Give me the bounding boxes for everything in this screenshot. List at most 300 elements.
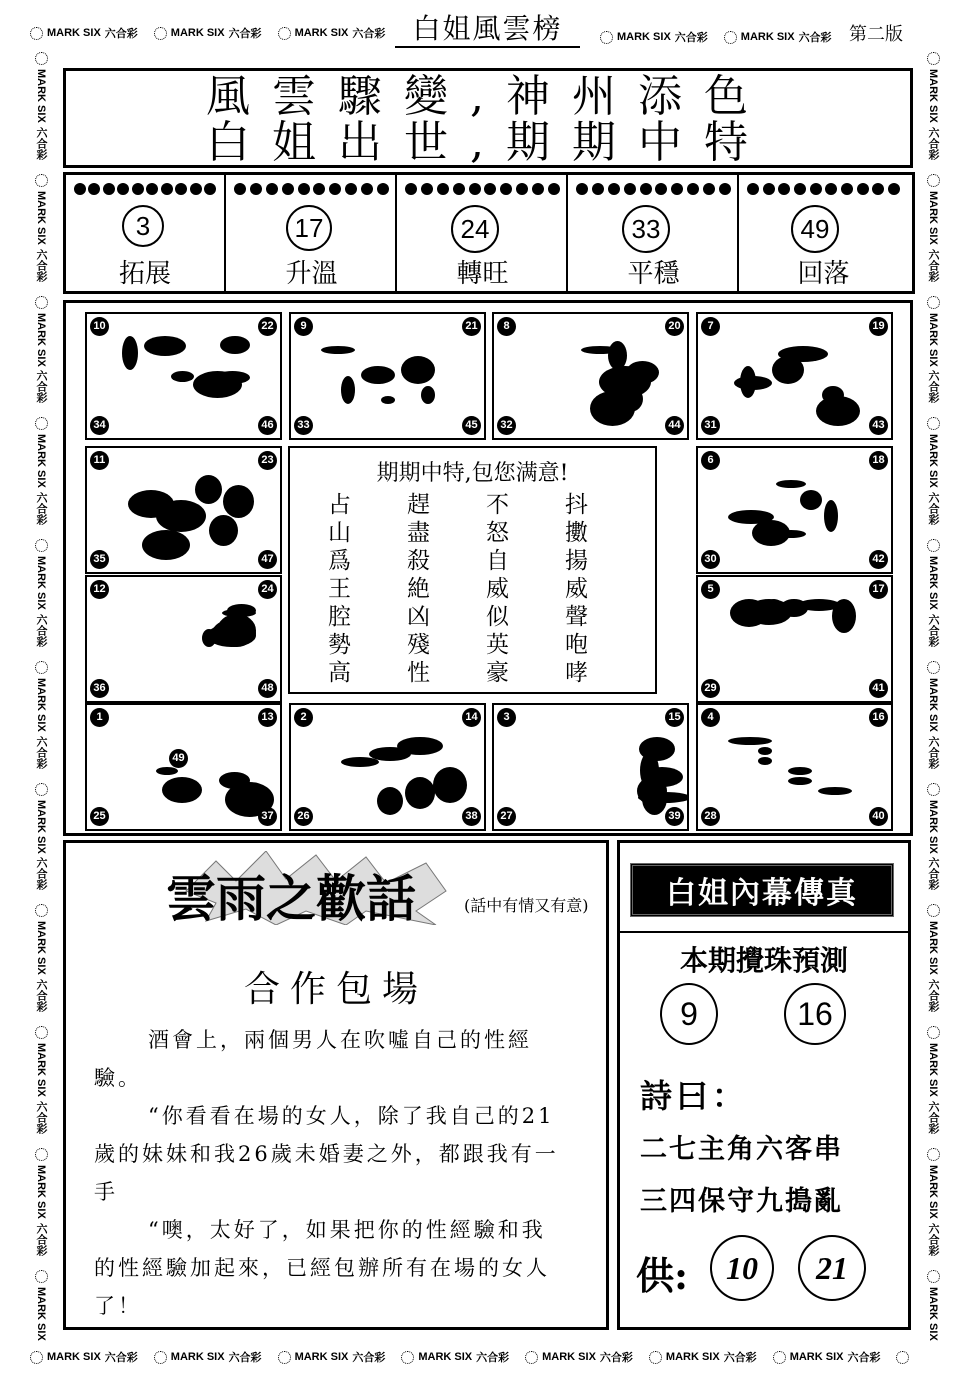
- number-word: 升溫: [285, 258, 338, 288]
- brand-mark: [33, 174, 49, 282]
- picture-number: 26: [294, 807, 313, 826]
- picture-number: 1: [90, 708, 109, 727]
- picture-number-extra: 49: [169, 749, 188, 768]
- picture-number: 40: [869, 807, 888, 826]
- supply-label: 供:: [636, 1253, 689, 1298]
- flower-icon: [35, 904, 48, 917]
- edition-label: 第二版: [849, 24, 903, 45]
- picture-number: 21: [462, 317, 481, 336]
- flower-icon: [927, 661, 940, 674]
- flower-icon: [35, 52, 48, 65]
- brand-text: MARK SIX: [927, 556, 939, 610]
- ink-shape: [341, 376, 355, 404]
- prediction-title: 本期攪珠預測: [679, 945, 848, 976]
- flower-icon: [927, 1270, 940, 1283]
- brand-mark: [154, 25, 262, 41]
- flower-icon: [773, 1351, 786, 1364]
- ink-shape: [776, 480, 806, 488]
- brand-text: MARK SIX: [927, 799, 939, 854]
- zodiac-picture: [696, 703, 893, 831]
- picture-number: 34: [90, 416, 109, 435]
- picture-number: 48: [258, 679, 277, 698]
- picture-number: 25: [90, 807, 109, 826]
- picture-number: 15: [665, 708, 684, 727]
- brand-text: MARK SIX: [927, 434, 939, 489]
- flower-icon: [927, 904, 940, 917]
- flower-icon: [35, 661, 48, 674]
- brand-text: MARK SIX: [35, 312, 47, 367]
- brand-text-cn: 六合彩: [35, 492, 47, 526]
- brand-mark: [278, 25, 386, 41]
- brand-text: MARK SIX: [35, 1286, 47, 1341]
- picture-number: 36: [90, 679, 109, 698]
- brand-text-cn: 六合彩: [927, 126, 939, 160]
- brand-text: MARK SIX: [927, 69, 939, 123]
- ink-shape: [824, 500, 838, 532]
- flower-icon: [154, 1351, 167, 1364]
- ink-shape: [377, 787, 403, 815]
- brand-mark: [30, 1349, 138, 1365]
- brand-mark: [278, 1349, 386, 1365]
- brand-text-cn: 六合彩: [35, 979, 47, 1013]
- picture-number: 9: [294, 317, 313, 336]
- number-cell: [66, 175, 224, 291]
- picture-number: 19: [869, 317, 888, 336]
- flower-icon: [154, 27, 167, 40]
- poem-line: 腔凶似聲: [328, 604, 644, 630]
- number-circle: 33: [622, 205, 670, 253]
- picture-number: 41: [869, 679, 888, 698]
- slogan-line-2: 白姐出世,期期中特: [206, 117, 770, 168]
- supply-number: 21: [798, 1235, 866, 1301]
- brand-text-cn: 六合彩: [927, 248, 939, 282]
- right-border-strip: [922, 52, 944, 1342]
- brand-mark: [33, 661, 49, 769]
- brand-mark: [925, 783, 941, 891]
- brand-text-cn: 六合彩: [674, 32, 708, 44]
- number-word: 回落: [797, 258, 850, 288]
- zodiac-picture: [289, 312, 486, 440]
- zodiac-picture: [696, 575, 893, 703]
- story-paragraph: 酒會上，兩個男人在吹噓自己的性經驗。: [94, 1028, 532, 1090]
- brand-text-cn: 六合彩: [927, 735, 939, 769]
- number-circle: 17: [286, 205, 332, 251]
- top-border-strip: [30, 22, 390, 44]
- brand-text: MARK SIX: [35, 799, 47, 854]
- ink-shape: [405, 777, 435, 809]
- flower-icon: [30, 1351, 43, 1364]
- brand-text-cn: 六合彩: [476, 1352, 510, 1364]
- poem-label: 詩曰：: [640, 1077, 749, 1115]
- brand-text-cn: 六合彩: [104, 28, 138, 40]
- brand-mark: [773, 1349, 881, 1365]
- flower-icon: [35, 1148, 48, 1161]
- brand-text-cn: 六合彩: [927, 1101, 939, 1135]
- flower-icon: [927, 1026, 940, 1039]
- ink-shape: [798, 599, 840, 611]
- flower-icon: [35, 783, 48, 796]
- brand-mark: [925, 296, 941, 404]
- brand-mark: [600, 29, 708, 45]
- ink-shape: [397, 737, 443, 755]
- picture-number: 20: [665, 317, 684, 336]
- ink-shape: [421, 386, 435, 404]
- brand-text: MARK SIX: [35, 69, 47, 123]
- brand-text: MARK SIX: [170, 27, 225, 39]
- picture-number: 37: [258, 807, 277, 826]
- number-cell: [224, 175, 397, 291]
- picture-number: 45: [462, 416, 481, 435]
- brand-mark: [154, 1349, 262, 1365]
- picture-number: 29: [701, 679, 720, 698]
- zodiac-picture: [696, 312, 893, 440]
- picture-number: 44: [665, 416, 684, 435]
- bottom-border-strip: [30, 1346, 910, 1368]
- brand-text: MARK SIX: [47, 1351, 101, 1363]
- brand-text: MARK SIX: [418, 1351, 473, 1363]
- story-banner-note: (話中有情又有意): [464, 896, 589, 915]
- brand-text-cn: 六合彩: [927, 492, 939, 526]
- brand-text: MARK SIX: [789, 1351, 844, 1363]
- picture-number: 3: [497, 708, 516, 727]
- flower-icon: [927, 417, 940, 430]
- picture-number: 8: [497, 317, 516, 336]
- brand-mark: [925, 417, 941, 525]
- picture-number: 11: [90, 451, 109, 470]
- flower-icon: [927, 783, 940, 796]
- brand-text-cn: 六合彩: [599, 1352, 633, 1364]
- brand-text-cn: 六合彩: [35, 857, 47, 891]
- brand-mark: [925, 1026, 941, 1134]
- brand-text: MARK SIX: [170, 1351, 225, 1363]
- brand-text-cn: 六合彩: [35, 370, 47, 404]
- ink-shape: [637, 777, 667, 805]
- zodiac-picture: [289, 703, 486, 831]
- zodiac-picture: [492, 703, 689, 831]
- ink-shape: [321, 346, 355, 354]
- brand-mark: [649, 1349, 757, 1365]
- side-divider: [620, 931, 908, 933]
- zodiac-picture: [85, 703, 282, 831]
- story-paragraph: “噢，太好了，如果把你的性經驗和我的性經驗加起來，已經包辦所有在場的女人了！: [94, 1218, 550, 1318]
- picture-number: 7: [701, 317, 720, 336]
- poem-line: 山盡怒擻: [328, 520, 644, 546]
- ink-shape: [223, 485, 254, 518]
- brand-text-cn: 六合彩: [927, 370, 939, 404]
- picture-number: 22: [258, 317, 277, 336]
- brand-text: MARK SIX: [927, 312, 939, 367]
- brand-mark: [33, 1148, 49, 1256]
- ink-shape: [730, 599, 768, 627]
- ink-shape: [788, 767, 812, 775]
- brand-mark: [925, 174, 941, 282]
- brand-mark: [33, 296, 49, 404]
- number-circle: 3: [122, 205, 164, 247]
- brand-mark: [30, 25, 138, 41]
- ink-shape: [361, 366, 395, 384]
- top-border-strip-right: [600, 26, 835, 48]
- picture-number: 42: [869, 550, 888, 569]
- brand-text-cn: 六合彩: [35, 1101, 47, 1135]
- picture-number: 18: [869, 451, 888, 470]
- ink-shape: [728, 737, 772, 745]
- ink-shape: [220, 336, 250, 354]
- brand-text: MARK SIX: [35, 1043, 47, 1098]
- side-banner: [630, 863, 894, 917]
- brand-text-cn: 六合彩: [927, 1222, 939, 1256]
- brand-mark: [925, 52, 941, 160]
- flower-icon: [927, 52, 940, 65]
- flower-icon: [30, 27, 43, 40]
- picture-number: 4: [701, 708, 720, 727]
- brand-text-cn: 六合彩: [352, 28, 386, 40]
- brand-text: MARK SIX: [927, 1043, 939, 1098]
- brand-mark: [925, 1148, 941, 1256]
- brand-text-cn: 六合彩: [927, 857, 939, 891]
- ink-shape: [433, 767, 467, 803]
- picture-number: 32: [497, 416, 516, 435]
- brand-text-cn: 六合彩: [352, 1352, 386, 1364]
- brand-text-cn: 六合彩: [35, 1222, 47, 1256]
- flower-icon: [35, 296, 48, 309]
- picture-number: 6: [701, 451, 720, 470]
- picture-number: 46: [258, 416, 277, 435]
- slogan-box: [63, 68, 913, 168]
- brand-text-cn: 六合彩: [104, 1352, 138, 1364]
- zodiac-picture: [85, 312, 282, 440]
- number-word: 平穩: [627, 258, 680, 288]
- prediction-number: 16: [784, 983, 846, 1045]
- brand-mark: [33, 1026, 49, 1134]
- ink-shape: [193, 371, 242, 398]
- brand-text: MARK SIX: [927, 921, 939, 976]
- brand-text: MARK SIX: [35, 190, 47, 245]
- brand-mark: [724, 29, 832, 45]
- brand-text: MARK SIX: [665, 1351, 720, 1363]
- side-poem-line: 三四保守九搗亂: [640, 1186, 843, 1217]
- story-text: [94, 1021, 564, 1325]
- flower-icon: [927, 174, 940, 187]
- poem-line: 占趕不抖: [328, 492, 644, 518]
- side-banner-text: 白姐內幕傳真: [666, 876, 858, 911]
- brand-mark: [33, 904, 49, 1012]
- brand-text-cn: 六合彩: [35, 735, 47, 769]
- ink-shape: [171, 371, 194, 382]
- ink-shape: [778, 346, 828, 362]
- number-circle: 24: [451, 205, 499, 253]
- brand-text: MARK SIX: [35, 921, 47, 976]
- brand-text: MARK SIX: [617, 31, 671, 43]
- story-box: [63, 840, 609, 1330]
- flower-icon: [35, 1026, 48, 1039]
- ink-shape: [776, 530, 806, 538]
- ink-shape: [581, 346, 619, 354]
- flower-icon: [35, 417, 48, 430]
- brand-mark: [925, 1270, 941, 1342]
- brand-mark: [33, 52, 49, 160]
- flower-icon: [927, 296, 940, 309]
- ink-shape: [381, 396, 395, 404]
- flower-icon: [649, 1351, 662, 1364]
- flower-icon: [35, 174, 48, 187]
- picture-number: 13: [258, 708, 277, 727]
- ink-shape: [758, 747, 772, 755]
- picture-number: 33: [294, 416, 313, 435]
- flower-icon: [600, 31, 613, 44]
- brand-text: MARK SIX: [294, 1351, 349, 1363]
- brand-text: MARK SIX: [35, 556, 47, 610]
- number-word: 轉旺: [456, 258, 509, 288]
- brand-mark: [33, 1270, 49, 1342]
- picture-number: 23: [258, 451, 277, 470]
- picture-number: 12: [90, 580, 109, 599]
- number-cell: [566, 175, 739, 291]
- flower-icon: [927, 539, 940, 552]
- ink-shape: [401, 356, 435, 384]
- brand-text-cn: 六合彩: [927, 613, 939, 647]
- brand-text: MARK SIX: [294, 27, 349, 39]
- ink-shape: [639, 737, 675, 761]
- zodiac-picture: [492, 312, 689, 440]
- brand-mark: [525, 1349, 633, 1365]
- dot-row: [576, 183, 731, 197]
- ink-shape: [740, 366, 756, 398]
- zodiac-picture: [696, 446, 893, 574]
- picture-number: 38: [462, 807, 481, 826]
- poem-heading: 期期中特,包您满意!: [376, 461, 569, 486]
- ink-shape: [156, 767, 178, 775]
- brand-text: MARK SIX: [740, 31, 795, 43]
- ink-shape: [758, 757, 772, 765]
- picture-number: 2: [294, 708, 313, 727]
- number-cell: [395, 175, 568, 291]
- ink-shape: [162, 777, 202, 803]
- story-banner-title: 雲雨之歡話: [166, 869, 416, 928]
- brand-text: MARK SIX: [927, 1286, 939, 1341]
- brand-mark: [33, 783, 49, 891]
- flower-icon: [35, 539, 48, 552]
- flower-icon: [724, 31, 737, 44]
- flower-icon: [278, 1351, 291, 1364]
- ink-shape: [202, 629, 216, 647]
- ink-shape: [822, 386, 844, 404]
- picture-number: 27: [497, 807, 516, 826]
- slogan-line-1: 風雲驟變,神州添色: [206, 71, 770, 122]
- poem-line: 王絶威威: [328, 576, 644, 602]
- ink-shape: [122, 336, 138, 370]
- brand-text-cn: 六合彩: [228, 28, 262, 40]
- ink-shape: [788, 777, 812, 785]
- ink-shape: [800, 490, 822, 510]
- ink-shape: [219, 772, 250, 789]
- picture-number: 5: [701, 580, 720, 599]
- ink-shape: [818, 787, 852, 795]
- number-circle: 49: [791, 205, 839, 253]
- dot-row: [234, 183, 389, 197]
- picture-number: 24: [258, 580, 277, 599]
- brand-text-cn: 六合彩: [35, 126, 47, 160]
- story-title: 合作包場: [243, 969, 428, 1010]
- side-poem-line: 二七主角六客串: [640, 1134, 843, 1165]
- picture-number: 43: [869, 416, 888, 435]
- left-border-strip: [30, 52, 52, 1342]
- poem-box: [288, 446, 657, 694]
- flower-icon: [525, 1351, 538, 1364]
- picture-number: 31: [701, 416, 720, 435]
- brand-text: MARK SIX: [542, 1351, 596, 1363]
- story-paragraph: “你看看在場的女人，除了我自己的21歲的妹妹和我26歲未婚妻之外，都跟我有一手: [94, 1104, 559, 1204]
- brand-text: MARK SIX: [927, 677, 939, 732]
- flower-icon: [927, 1148, 940, 1161]
- ink-shape: [195, 475, 222, 504]
- brand-mark: [896, 1349, 910, 1365]
- ink-shape: [209, 515, 238, 546]
- ink-shape: [128, 490, 174, 518]
- poem-line: 勢殘英咆: [328, 632, 644, 658]
- dot-row: [405, 183, 560, 197]
- brand-mark: [925, 904, 941, 1012]
- brand-text: MARK SIX: [35, 677, 47, 732]
- flower-icon: [896, 1351, 909, 1364]
- brand-text-cn: 六合彩: [798, 32, 832, 44]
- flower-icon: [401, 1351, 414, 1364]
- brand-mark: [33, 539, 49, 647]
- story-banner: [146, 851, 596, 928]
- poem-line: 高性豪哮: [328, 660, 644, 686]
- flower-icon: [278, 27, 291, 40]
- brand-text: MARK SIX: [47, 27, 101, 39]
- dot-row: [747, 183, 900, 197]
- brand-text: MARK SIX: [927, 1165, 939, 1219]
- brand-mark: [925, 661, 941, 769]
- prediction-number: 9: [660, 983, 718, 1045]
- flower-icon: [35, 1270, 48, 1283]
- ink-shape: [144, 336, 186, 356]
- number-word: 拓展: [118, 258, 171, 288]
- brand-text-cn: 六合彩: [723, 1352, 757, 1364]
- picture-number: 39: [665, 807, 684, 826]
- ink-shape: [142, 530, 190, 560]
- brand-text: MARK SIX: [35, 1165, 47, 1219]
- ink-shape: [590, 391, 635, 426]
- brand-mark: [401, 1349, 509, 1365]
- brand-mark: [925, 539, 941, 647]
- brand-mark: [33, 417, 49, 525]
- picture-number: 28: [701, 807, 720, 826]
- dot-row: [74, 183, 216, 197]
- number-cell: [737, 175, 908, 291]
- brand-text-cn: 六合彩: [35, 248, 47, 282]
- picture-number: 35: [90, 550, 109, 569]
- poem-line: 爲殺自揚: [328, 548, 644, 574]
- picture-number: 14: [462, 708, 481, 727]
- zodiac-picture: [85, 446, 282, 574]
- brand-text: MARK SIX: [35, 434, 47, 489]
- prediction-box: [617, 840, 911, 1330]
- brand-text-cn: 六合彩: [847, 1352, 881, 1364]
- brand-text: MARK SIX: [927, 190, 939, 245]
- picture-number: 17: [869, 580, 888, 599]
- brand-text-cn: 六合彩: [35, 613, 47, 647]
- brand-text-cn: 六合彩: [228, 1352, 262, 1364]
- zodiac-picture: [85, 575, 282, 703]
- page-title: 白姐風雲榜: [395, 12, 580, 48]
- picture-number: 30: [701, 550, 720, 569]
- brand-text-cn: 六合彩: [927, 979, 939, 1013]
- picture-number: 16: [869, 708, 888, 727]
- picture-number: 10: [90, 317, 109, 336]
- number-trend-panel: [63, 172, 915, 294]
